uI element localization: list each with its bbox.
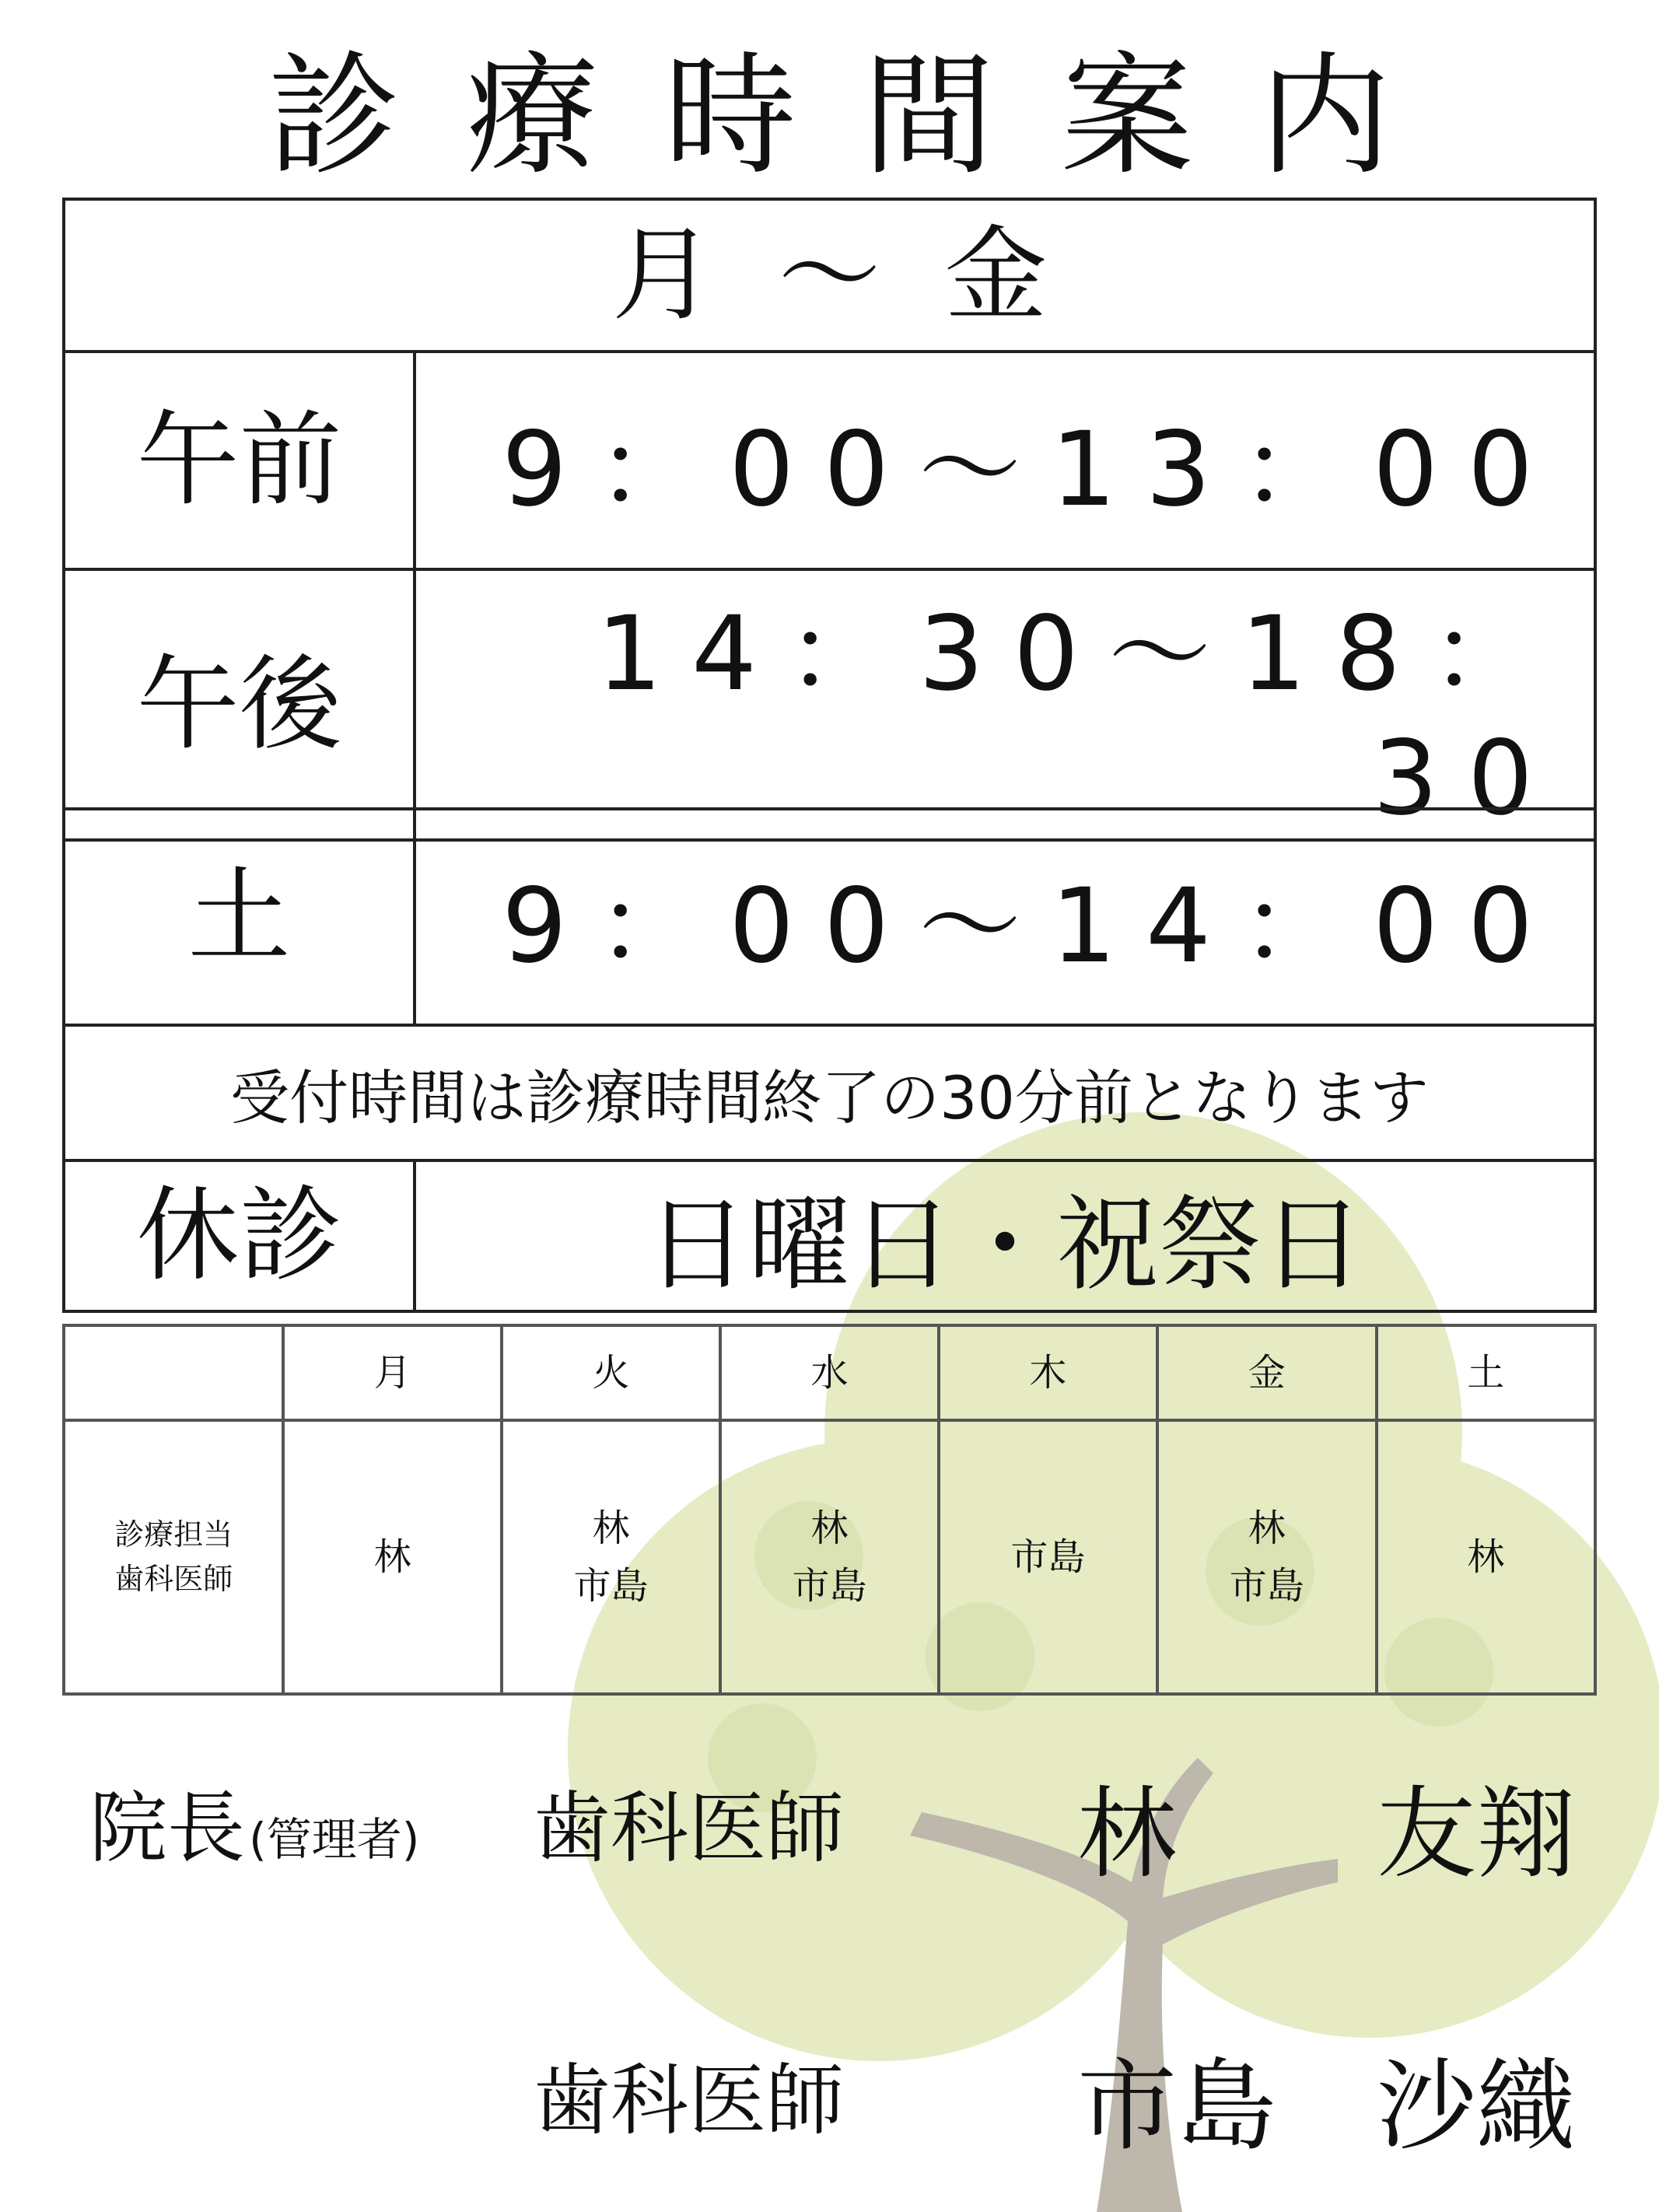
roster-doctor: 林 [810, 1506, 849, 1550]
weekday-heading: 月 ～ 金 [64, 199, 1595, 352]
doctor-2-family-name: 市島 [1077, 2049, 1277, 2165]
weekday-schedule-table [62, 198, 1597, 842]
roster-doctor: 林 [592, 1506, 630, 1550]
director-title-note: (管理者) [249, 1813, 420, 1866]
doctor-2-given-name: 沙織 [1377, 2049, 1577, 2165]
director-title-block [89, 1766, 419, 1878]
afternoon-hours: 14：30～18：30 [415, 569, 1595, 840]
roster-day-wed: 水 [720, 1325, 938, 1420]
roster-doctor: 市島 [1010, 1535, 1086, 1579]
roster-day-thu: 木 [939, 1325, 1157, 1420]
roster-cell-wed [720, 1420, 938, 1694]
roster-cell-tue [502, 1420, 720, 1694]
roster-day-tue: 火 [502, 1325, 720, 1420]
roster-doctor: 林 [1248, 1506, 1286, 1550]
saturday-hours: 9：00～14：00 [415, 809, 1595, 1025]
doctor-1-family-name: 林 [1077, 1776, 1178, 1892]
roster-doctor: 市島 [792, 1564, 867, 1608]
roster-row-label-line1: 診療担当 [114, 1517, 233, 1552]
roster-doctor: 市島 [1229, 1564, 1304, 1608]
afternoon-label: 午後 [64, 569, 415, 840]
roster-row-label [64, 1420, 283, 1694]
doctor-1-given-name: 友翔 [1377, 1776, 1577, 1892]
roster-cell-mon [283, 1420, 501, 1694]
closed-days: 日曜日・祝祭日 [415, 1160, 1595, 1311]
roster-row-label-line2: 歯科医師 [114, 1562, 233, 1596]
roster-corner [64, 1325, 283, 1420]
roster-day-mon: 月 [283, 1325, 501, 1420]
doctor-1-role: 歯科医師 [533, 1783, 844, 1874]
roster-cell-sat [1377, 1420, 1596, 1694]
roster-doctor: 林 [1467, 1535, 1505, 1579]
roster-cell-fri [1157, 1420, 1376, 1694]
reception-note: 受付時間は診療時間終了の30分前となります [64, 1025, 1595, 1160]
roster-day-sat: 土 [1377, 1325, 1596, 1420]
saturday-schedule-table [62, 807, 1597, 1313]
roster-doctor: 市島 [573, 1564, 649, 1608]
roster-cell-thu [939, 1420, 1157, 1694]
morning-label: 午前 [64, 352, 415, 569]
morning-hours: 9：00～13：00 [415, 352, 1595, 569]
roster-doctor: 林 [373, 1535, 411, 1579]
doctor-roster-table [62, 1324, 1597, 1696]
page-title: 診療時間案内 [267, 40, 1458, 194]
saturday-label: 土 [64, 809, 415, 1025]
closed-label: 休診 [64, 1160, 415, 1311]
doctor-2-role: 歯科医師 [533, 2055, 844, 2146]
roster-day-fri: 金 [1157, 1325, 1376, 1420]
director-title: 院長 [89, 1783, 245, 1874]
